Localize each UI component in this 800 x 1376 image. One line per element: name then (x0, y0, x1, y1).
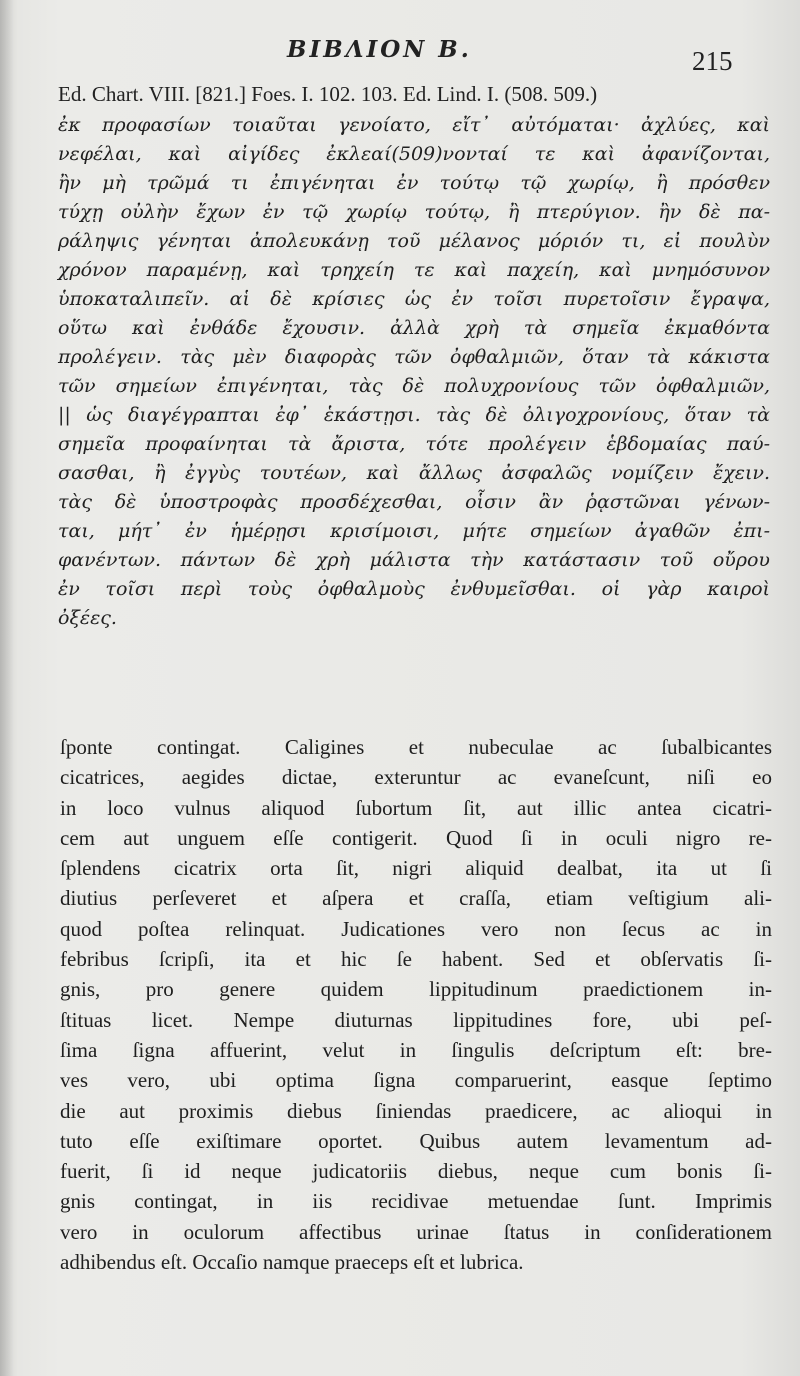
latin-text-line: vero in oculorum affectibus urinae ſtatus in conſiderationem (60, 1219, 772, 1244)
latin-text-line: quod poſtea relinquat. Judicationes vero non ſecus ac in (60, 916, 772, 941)
running-title: ΒΙΒΛΙΟΝ Β. (287, 36, 472, 63)
latin-text-line: cicatrices, aegides dictae, exteruntur ac evaneſcunt, niſi eo (60, 765, 772, 790)
greek-text-line: προλέγειν. τὰς μὲν διαφορὰς τῶν ὀφθαλμιῶν, ὅταν τὰ κάκιστα (58, 346, 770, 368)
latin-text-line: ſtituas licet. Nempe diuturnas lippitudines fore, ubi peſ- (60, 1007, 772, 1032)
latin-text-line: ves vero, ubi optima ſigna comparuerint, easque ſeptimo (60, 1068, 772, 1093)
latin-text-line: gnis, pro genere quidem lippitudinum praedictionem in- (60, 977, 772, 1002)
latin-text-line: tuto eſſe exiſtimare oportet. Quibus autem levamentum ad- (60, 1128, 772, 1153)
edition-references: Ed. Chart. VIII. [821.] Foes. I. 102. 103. Ed. Lind. I. (508. 509.) (58, 82, 598, 106)
greek-text-line: σημεῖα προφαίνηται τὰ ἄριστα, τότε προλέγειν ἑβδομαίας παύ- (58, 433, 770, 455)
latin-text-line: die aut proximis diebus ſiniendas praedicere, ac alioqui in (60, 1098, 772, 1123)
latin-text-line: gnis contingat, in iis recidivae metuendae ſunt. Imprimis (60, 1189, 772, 1214)
greek-text-line: ράληψις γένηται ἀπολευκάνῃ τοῦ μέλανος μόριόν τι, εἰ πουλὺν (58, 230, 770, 252)
greek-text-line: οὕτω καὶ ἐνθάδε ἔχουσιν. ἀλλὰ χρὴ τὰ σημεῖα ἐκμαθόντα (58, 317, 770, 339)
greek-text-line: φανέντων. πάντων δὲ χρὴ μάλιστα τὴν κατάστασιν τοῦ οὔρου (58, 549, 770, 571)
greek-text-line: ται, μήτ᾿ ἐν ἡμέρῃσι κρισίμοισι, μήτε σημείων ἀγαθῶν ἐπι- (58, 520, 770, 542)
greek-text-line: νεφέλαι, καὶ αἰγίδες ἐκλεαί(509)νονταί τε καὶ ἀφανίζονται, (58, 143, 770, 165)
greek-text-line: ὀξέες. (58, 607, 117, 629)
greek-text-line: τύχῃ οὐλὴν ἔχων ἐν τῷ χωρίῳ τούτῳ, ἢ πτερύγιον. ἢν δὲ πα- (58, 201, 770, 223)
latin-text-line: ſplendens cicatrix orta ſit, nigri aliquid dealbat, ita ut ſi (60, 856, 772, 881)
gutter-shadow (0, 0, 14, 1376)
latin-text-line: febribus ſcripſi, ita et hic ſe habent. Sed et obſervatis ſi- (60, 947, 772, 972)
latin-text-line: fuerit, ſi id neque judicatoriis diebus, neque cum bonis ſi- (60, 1159, 772, 1184)
latin-text-line: ſponte contingat. Caligines et nubeculae ac ſubalbicantes (60, 735, 772, 759)
greek-text-line: χρόνον παραμένῃ, καὶ τρηχείη τε καὶ παχείη, καὶ μνημόσυνον (58, 259, 770, 281)
greek-text-line: τῶν σημείων ἐπιγένηται, τὰς δὲ πολυχρονίους τῶν ὀφθαλμιῶν, (58, 375, 770, 397)
greek-text-line: τὰς δὲ ὑποστροφὰς προσδέχεσθαι, οἷσιν ἂν ῥᾳστῶναι γένων- (58, 491, 770, 513)
latin-translation-block (60, 732, 772, 1277)
running-head (0, 36, 800, 76)
latin-text-line: cem aut unguem eſſe contigerit. Quod ſi in oculi nigro re- (60, 825, 772, 850)
latin-text-line: ſima ſigna affuerint, velut in ſingulis deſcriptum eſt: bre- (60, 1037, 772, 1062)
latin-text-line: adhibendus eſt. Occaſio namque praeceps eſt et lubrica. (60, 1250, 524, 1275)
greek-text-block (58, 111, 770, 633)
greek-text-line: ἐν τοῖσι περὶ τοὺς ὀφθαλμοὺς ἐνθυμεῖσθαι. οἱ γὰρ καιροὶ (58, 578, 770, 600)
greek-text-line: ἢν μὴ τρῶμά τι ἐπιγένηται ἐν τούτῳ τῷ χωρίῳ, ἢ πρόσθεν (58, 172, 770, 194)
greek-text-line: ἐκ προφασίων τοιαῦται γενοίατο, εἴτ᾿ αὐτόμαται· ἀχλύες, καὶ (58, 114, 770, 136)
greek-text-line: ὑποκαταλιπεῖν. αἱ δὲ κρίσιες ὡς ἐν τοῖσι πυρετοῖσιν ἔγραψα, (58, 288, 770, 310)
latin-text-line: in loco vulnus aliquod ſubortum ſit, aut illic antea cicatri- (60, 795, 772, 820)
page-number: 215 (692, 46, 733, 76)
greek-text-line: σασθαι, ἢ ἐγγὺς τουτέων, καὶ ἄλλως ἀσφαλῶς νομίζειν ἔχειν. (58, 462, 770, 484)
greek-text-line: || ὡς διαγέγραπται ἐφ᾿ ἑκάστῃσι. τὰς δὲ ὀλιγοχρονίους, ὅταν τὰ (58, 404, 770, 426)
latin-text-line: diutius perſeveret et aſpera et craſſa, etiam veſtigium ali- (60, 886, 772, 911)
